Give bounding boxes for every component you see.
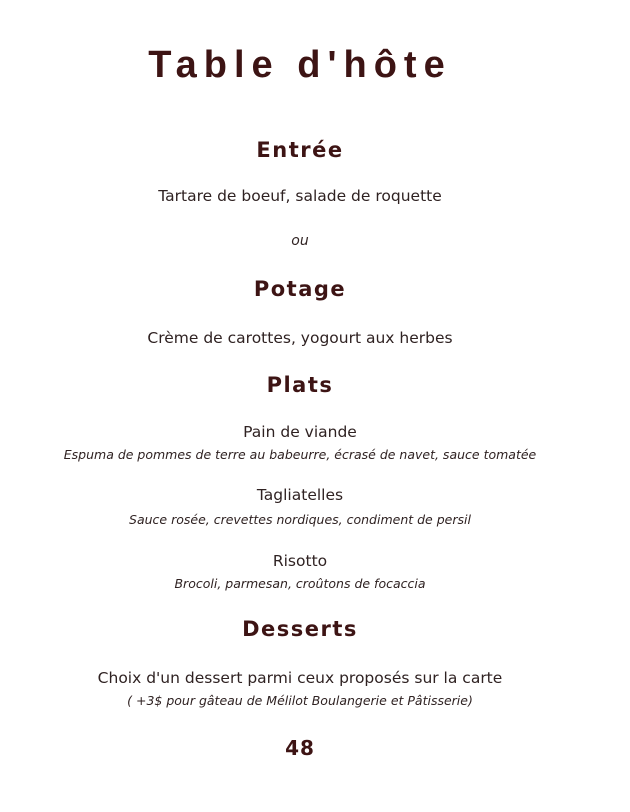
potage-item: Crème de carottes, yogourt aux herbes bbox=[147, 329, 453, 347]
section-heading-desserts: Desserts bbox=[242, 617, 358, 641]
plat-name-risotto: Risotto bbox=[272, 552, 328, 570]
section-heading-potage: Potage bbox=[253, 277, 347, 301]
section-heading-plats: Plats bbox=[266, 373, 334, 397]
section-heading-entree: Entrée bbox=[256, 138, 344, 162]
price: 48 bbox=[285, 736, 315, 760]
entree-item: Tartare de boeuf, salade de roquette bbox=[158, 187, 442, 205]
menu-title: Table d'hôte bbox=[148, 44, 452, 86]
dessert-item: Choix d'un dessert parmi ceux proposés sur la carte bbox=[97, 669, 503, 687]
plat-description-tagliatelles: Sauce rosée, crevettes nordiques, condiment de persil bbox=[129, 512, 471, 527]
or-label: ou bbox=[291, 233, 309, 249]
dessert-note: ( +3$ pour gâteau de Mélilot Boulangerie et Pâtisserie) bbox=[127, 693, 473, 708]
plat-description-pain-de-viande: Espuma de pommes de terre au babeurre, écrasé de navet, sauce tomatée bbox=[63, 447, 537, 462]
plat-name-tagliatelles: Tagliatelles bbox=[256, 486, 344, 504]
plat-description-risotto: Brocoli, parmesan, croûtons de focaccia bbox=[174, 576, 426, 591]
plat-name-pain-de-viande: Pain de viande bbox=[243, 423, 357, 441]
